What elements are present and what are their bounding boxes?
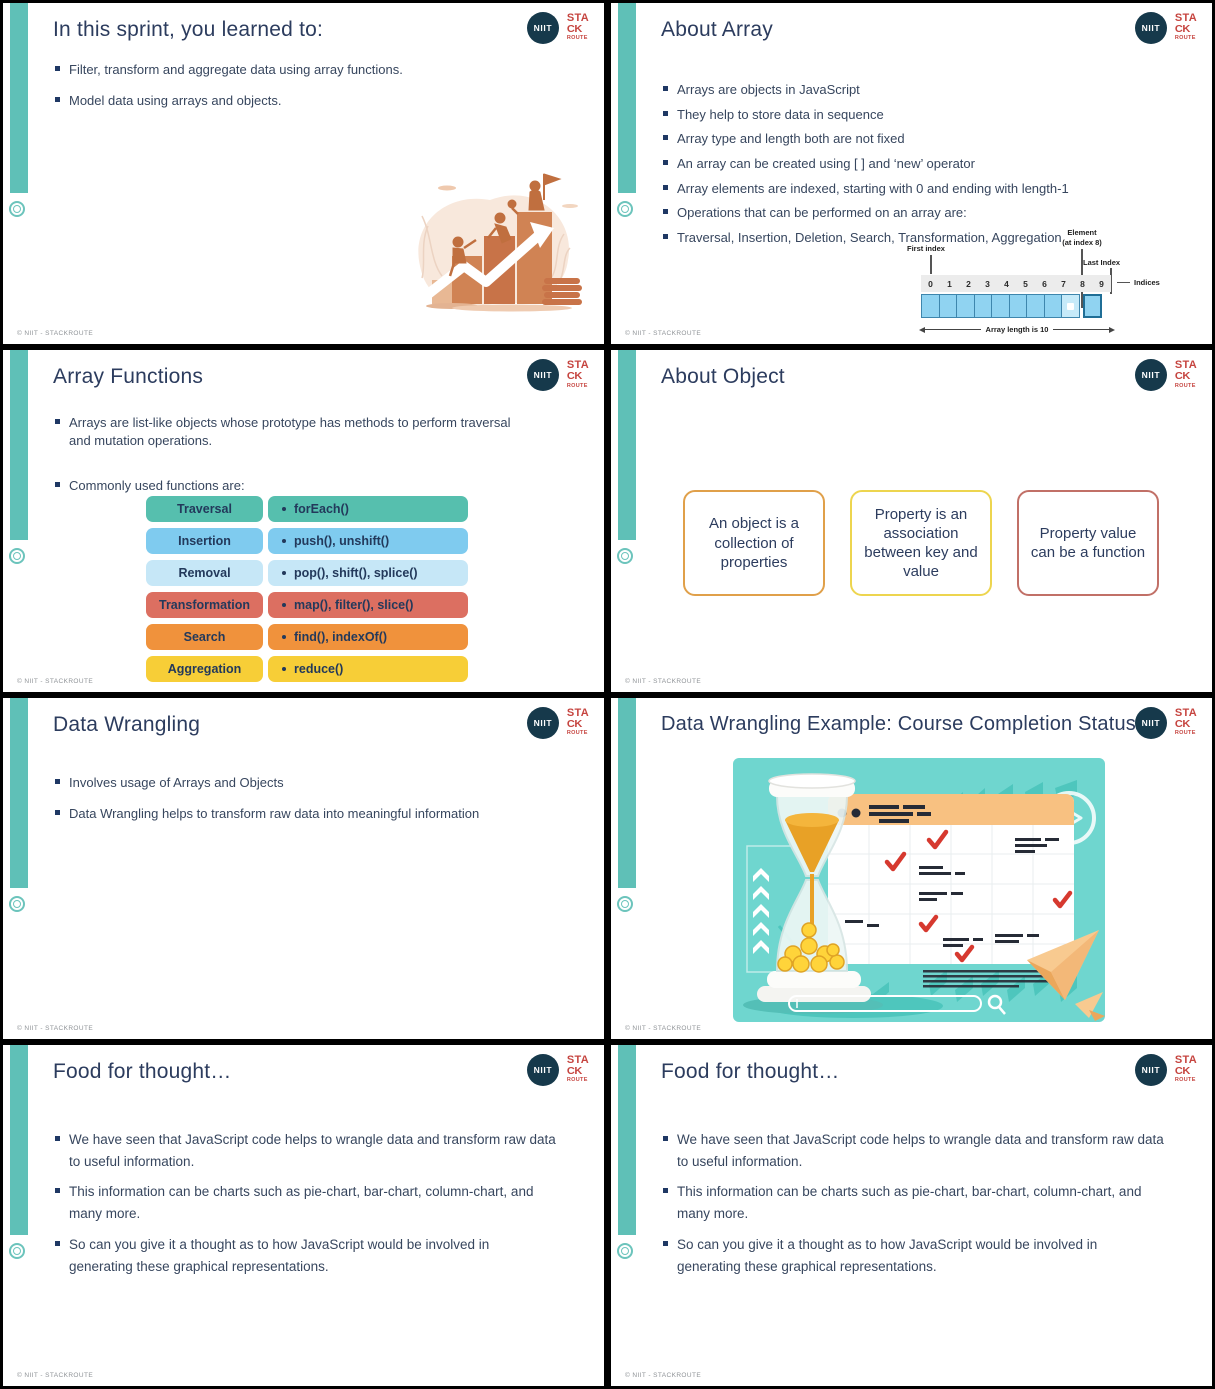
- logo-group: [1135, 12, 1197, 44]
- index-label: 5: [1023, 278, 1028, 289]
- bullet-item: [663, 81, 1167, 99]
- bullet-square-icon: [663, 86, 668, 91]
- array-cell: [1044, 294, 1063, 318]
- function-category: Transformation: [146, 592, 263, 618]
- indices-side-label: Indices: [1117, 278, 1160, 287]
- bullet-item: [55, 1129, 556, 1173]
- function-list: map(), filter(), slice(): [268, 592, 468, 618]
- bullet-dot-icon: [282, 539, 286, 543]
- array-cell: [991, 294, 1010, 318]
- accent-bar: [618, 1045, 636, 1235]
- bullet-square-icon: [663, 1136, 668, 1141]
- copyright-footer: © NIIT - STACKROUTE: [17, 677, 94, 685]
- index-label: 6: [1042, 278, 1047, 289]
- bullet-text: So can you give it a thought as to how JavaScript would be involved in generating these graphical representations.: [69, 1237, 490, 1275]
- target-rings-icon: [9, 201, 25, 217]
- logo-group: [527, 707, 589, 739]
- slide-about-array: [611, 3, 1212, 344]
- arrow-right-icon: [1109, 327, 1115, 333]
- bullet-item: [663, 1129, 1164, 1173]
- definition-box: An object is a collection of properties: [683, 490, 825, 596]
- bullet-text: Arrays are objects in JavaScript: [677, 82, 860, 97]
- index-label: 9: [1099, 278, 1104, 289]
- niit-logo: [527, 12, 559, 44]
- accent-bar: [10, 698, 28, 888]
- bullet-dot-icon: [282, 667, 286, 671]
- bullet-dot-icon: [282, 635, 286, 639]
- bullet-text: An array can be created using [ ] and ‘new’ operator: [677, 156, 975, 172]
- bullet-text: Involves usage of Arrays and Objects: [69, 774, 284, 790]
- array-index-diagram: [907, 228, 1176, 341]
- logo-group: [527, 1054, 589, 1086]
- copyright-footer: © NIIT - STACKROUTE: [625, 1372, 702, 1379]
- function-list: forEach(): [268, 496, 468, 522]
- bullet-item: [55, 92, 559, 110]
- accent-bar: [618, 350, 636, 540]
- indices-dash: [1117, 282, 1130, 284]
- first-index-label: First index: [907, 244, 945, 253]
- slide-food-for-thought-2: [611, 1045, 1212, 1386]
- table-row: [146, 560, 468, 586]
- bullet-square-icon: [55, 1241, 60, 1246]
- copyright-footer: © NIIT - STACKROUTE: [625, 330, 702, 338]
- bullet-item: [663, 155, 1167, 173]
- stackroute-logo: STA CK ROUTE: [566, 12, 589, 42]
- stackroute-logo: STA CK ROUTE: [566, 359, 589, 389]
- bullet-list: [663, 1129, 1164, 1287]
- bullet-square-icon: [55, 810, 60, 815]
- bullet-text: We have seen that JavaScript code helps to wrangle data and transform raw data to useful information.: [69, 1131, 556, 1169]
- bullet-text: Array elements are indexed, starting with 0 and ending with length-1: [677, 180, 1069, 196]
- bullet-square-icon: [55, 66, 60, 71]
- array-cell: [974, 294, 993, 318]
- accent-bar: [618, 698, 636, 888]
- slide-sprint-summary: [3, 3, 604, 344]
- element-label: Element (at index 8): [1062, 228, 1102, 247]
- niit-logo: NIIT: [1135, 12, 1167, 44]
- function-list: pop(), shift(), splice(): [268, 560, 468, 586]
- index-label: 7: [1061, 278, 1066, 289]
- bullet-text: We have seen that JavaScript code helps to wrangle data and transform raw data to useful information.: [677, 1131, 1164, 1169]
- niit-logo: NIIT: [1135, 359, 1167, 391]
- bullet-item: [55, 1234, 556, 1278]
- logo-group: [527, 359, 589, 391]
- copyright-footer: © NIIT - STACKROUTE: [17, 1024, 94, 1032]
- bullet-square-icon: [663, 1188, 668, 1193]
- bullet-dot-icon: [282, 571, 286, 575]
- bullet-square-icon: [55, 779, 60, 784]
- first-index-tick: [930, 255, 932, 274]
- bullet-item: [55, 774, 559, 792]
- bullet-square-icon: [663, 135, 668, 140]
- bullet-square-icon: [663, 209, 668, 214]
- accent-bar: [10, 3, 28, 193]
- bullet-text: Array type and length both are not fixed: [677, 131, 905, 147]
- bullet-item: [55, 1181, 556, 1225]
- bullet-item: [663, 204, 1167, 222]
- bullet-text: Model data using arrays and objects.: [69, 93, 282, 109]
- stackroute-logo: STA CK ROUTE: [1174, 359, 1197, 389]
- slide-about-object: [611, 350, 1212, 691]
- logo-group: [1135, 707, 1197, 739]
- team-climbing-growth-illustration: [392, 156, 590, 318]
- bullet-text: Data Wrangling helps to transform raw data into meaningful information: [69, 805, 480, 821]
- bullet-dot-icon: [282, 507, 286, 511]
- indices-strip: [921, 275, 1111, 292]
- target-rings-icon: [617, 896, 633, 912]
- accent-bar: [618, 3, 636, 193]
- niit-logo: NIIT: [1135, 707, 1167, 739]
- copyright-footer: © NIIT - STACKROUTE: [625, 677, 702, 685]
- bullet-square-icon: [55, 1188, 60, 1193]
- bullet-square-icon: [55, 419, 60, 424]
- array-cells-row: [921, 294, 1102, 318]
- array-length-arrow: [919, 325, 1115, 334]
- bullet-text: Arrays are list-like objects whose prototype has methods to perform traversal and mutation operations.: [69, 415, 511, 449]
- target-rings-icon: [617, 548, 633, 564]
- slide-title: Array Functions: [53, 365, 204, 389]
- copyright-footer: © NIIT - STACKROUTE: [17, 330, 94, 338]
- bullet-square-icon: [663, 111, 668, 116]
- bullet-text: Traversal, Insertion, Deletion, Search, Transformation, Aggregation: [677, 230, 1062, 246]
- accent-bar: [10, 1045, 28, 1235]
- hourglass-calendar-illustration: [733, 758, 1105, 1022]
- function-category: Traversal: [146, 496, 263, 522]
- bullet-item: [663, 106, 1167, 124]
- element-marker: [1067, 303, 1074, 310]
- bullet-item: [55, 805, 559, 823]
- bullet-text: So can you give it a thought as to how JavaScript would be involved in generating these graphical representations.: [677, 1237, 1098, 1275]
- function-category: Removal: [146, 560, 263, 586]
- logo-group: [1135, 359, 1197, 391]
- slide-title: About Object: [661, 365, 785, 389]
- array-cell: [1026, 294, 1045, 318]
- definition-box: Property is an association between key and value: [850, 490, 992, 596]
- bullet-square-icon: [663, 1241, 668, 1246]
- bullet-text: Filter, transform and aggregate data using array functions.: [69, 62, 403, 77]
- bullet-text: Operations that can be performed on an array are:: [677, 205, 967, 221]
- bullet-square-icon: [55, 97, 60, 102]
- bullet-item: [55, 414, 519, 450]
- bullet-text: This information can be charts such as pie-chart, bar-chart, column-chart, and many more.: [69, 1184, 534, 1222]
- array-length-label: Array length is 10: [985, 325, 1049, 334]
- array-functions-table: [146, 496, 468, 682]
- table-row: [146, 528, 468, 554]
- bullet-text: They help to store data in sequence: [677, 106, 884, 122]
- slide-title: About Array: [661, 18, 773, 41]
- function-list: reduce(): [268, 656, 468, 682]
- bullet-item: [663, 1234, 1164, 1278]
- function-category: Search: [146, 624, 263, 650]
- definition-box: Property value can be a function: [1017, 490, 1159, 596]
- function-list: push(), unshift(): [268, 528, 468, 554]
- stackroute-logo: STA CK ROUTE: [1174, 706, 1197, 736]
- logo-group: [527, 12, 589, 44]
- bullet-square-icon: [663, 234, 668, 239]
- stackroute-logo: STA CK ROUTE: [566, 1053, 589, 1084]
- function-category: Insertion: [146, 528, 263, 554]
- array-cell-last: [1083, 294, 1102, 318]
- object-definition-boxes: [683, 490, 1159, 596]
- bullet-square-icon: [663, 160, 668, 165]
- array-cell: [956, 294, 975, 318]
- bullet-item: [55, 477, 519, 495]
- function-category: Aggregation: [146, 656, 263, 682]
- stackroute-logo: STA CK ROUTE: [566, 706, 589, 736]
- bullet-list: [55, 414, 519, 507]
- bullet-list: [55, 774, 559, 836]
- stackroute-logo: STA CK ROUTE: [1174, 1053, 1197, 1084]
- niit-logo: NIIT: [527, 359, 559, 391]
- slide-food-for-thought-1: [3, 1045, 604, 1386]
- niit-logo: NIIT: [527, 1054, 559, 1086]
- slide-title: Data Wrangling Example: Course Completion Status: [661, 712, 1137, 735]
- bullet-item: [55, 61, 559, 79]
- bullet-square-icon: [55, 482, 60, 487]
- bullet-item: [663, 180, 1167, 198]
- target-rings-icon: [9, 1243, 25, 1259]
- target-rings-icon: [9, 548, 25, 564]
- index-label: 3: [985, 278, 990, 289]
- slide-array-functions: [3, 350, 604, 691]
- logo-group: [1135, 1054, 1197, 1086]
- accent-bar: [10, 350, 28, 540]
- bullet-square-icon: [55, 1136, 60, 1141]
- stackroute-logo: STA CK ROUTE: [1174, 12, 1197, 42]
- target-rings-icon: [617, 1243, 633, 1259]
- table-row: [146, 656, 468, 682]
- bullet-item: [663, 1181, 1164, 1225]
- niit-logo: NIIT: [527, 707, 559, 739]
- bullet-text: This information can be charts such as pie-chart, bar-chart, column-chart, and many more.: [677, 1184, 1142, 1222]
- bullet-list: [55, 61, 559, 123]
- array-cell: [939, 294, 958, 318]
- bullet-text: Commonly used functions are:: [69, 477, 245, 493]
- table-row: [146, 592, 468, 618]
- index-label: 4: [1004, 278, 1009, 289]
- target-rings-icon: [617, 201, 633, 217]
- array-cell: [1009, 294, 1028, 318]
- niit-logo-text: NIIT: [533, 23, 553, 33]
- index-label: 2: [966, 278, 971, 289]
- target-rings-icon: [9, 896, 25, 912]
- bullet-dot-icon: [282, 603, 286, 607]
- last-index-label: Last Index: [1083, 258, 1121, 267]
- index-label: 8: [1080, 278, 1085, 289]
- slide-data-wrangling: [3, 698, 604, 1039]
- array-cell: [921, 294, 940, 318]
- bullet-list: [55, 1129, 556, 1287]
- index-label: 1: [947, 278, 952, 289]
- slide-title: Data Wrangling: [53, 712, 201, 736]
- bullet-item: [663, 130, 1167, 148]
- slide-title: In this sprint, you learned to:: [53, 18, 324, 41]
- slide-title: Food for thought…: [661, 1059, 840, 1083]
- slide-title: Food for thought…: [53, 1059, 232, 1083]
- function-list: find(), indexOf(): [268, 624, 468, 650]
- index-label: 0: [928, 278, 933, 289]
- table-row: [146, 496, 468, 522]
- bullet-square-icon: [663, 185, 668, 190]
- slide-data-wrangling-example: [611, 698, 1212, 1039]
- table-row: [146, 624, 468, 650]
- copyright-footer: © NIIT - STACKROUTE: [17, 1372, 94, 1379]
- copyright-footer: © NIIT - STACKROUTE: [625, 1024, 702, 1032]
- niit-logo: NIIT: [1135, 1054, 1167, 1086]
- array-cell-highlighted: [1061, 294, 1080, 318]
